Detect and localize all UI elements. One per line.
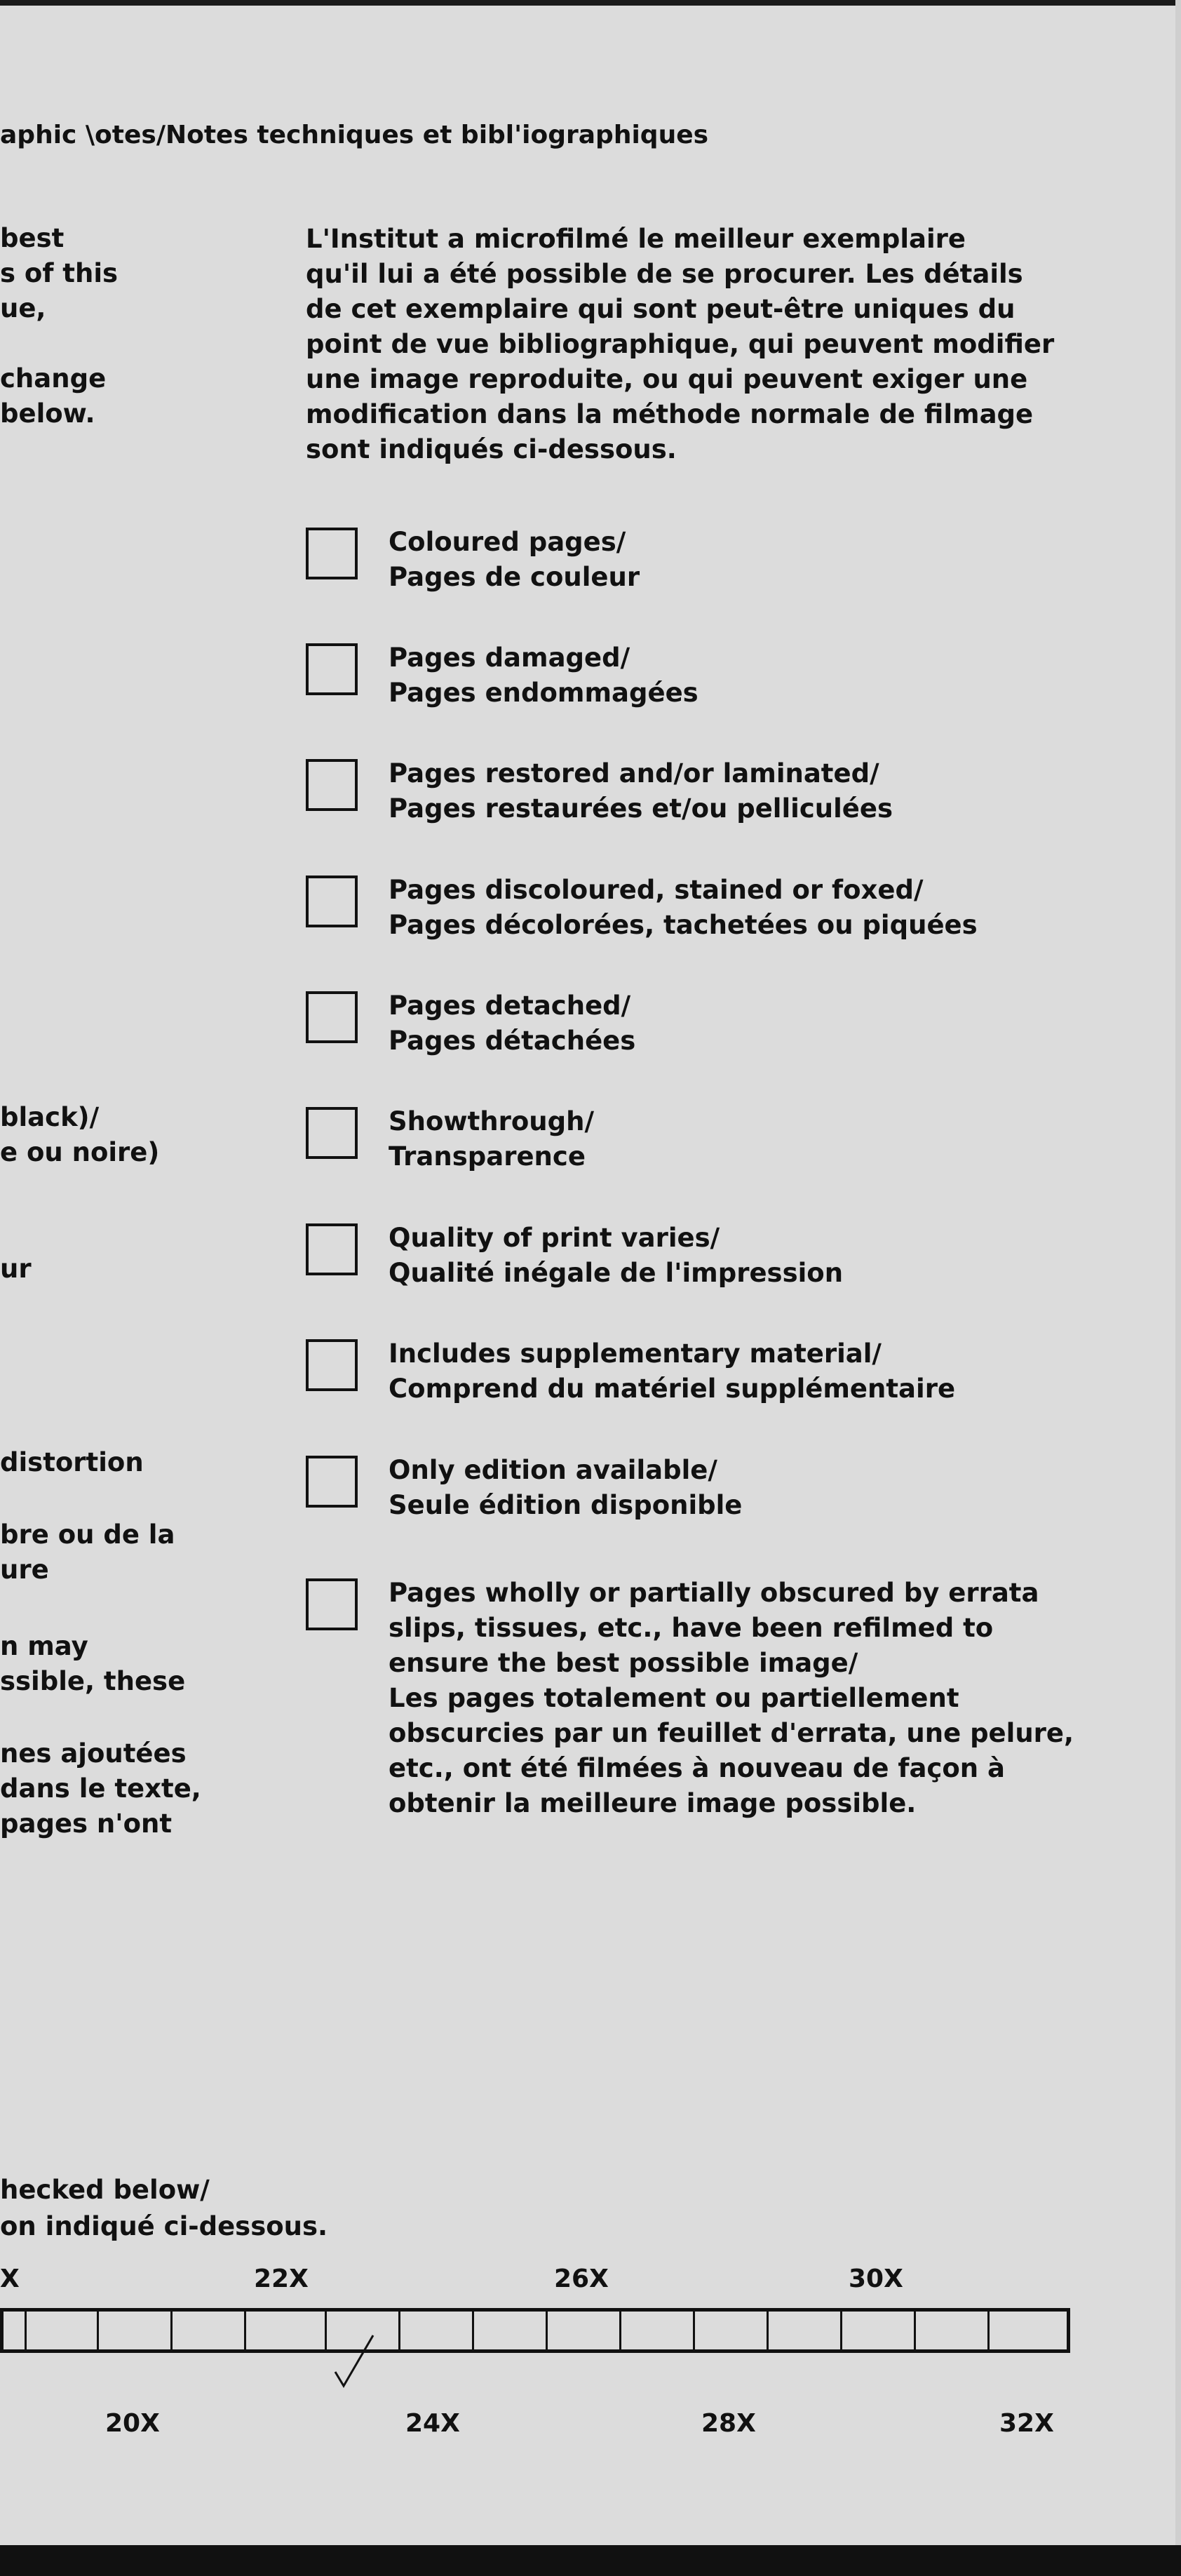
left-fragment: ur bbox=[0, 1254, 32, 1284]
left-fragment: s of this bbox=[0, 258, 119, 288]
item-label: Pages discoloured, stained or foxed/ bbox=[389, 875, 924, 905]
reduction-label-bottom: 28X bbox=[701, 2409, 756, 2438]
item-label: etc., ont été filmées à nouveau de façon à bbox=[389, 1753, 1005, 1783]
item-label: Only edition available/ bbox=[389, 1455, 717, 1485]
note-line: on indiqué ci-dessous. bbox=[0, 2211, 328, 2241]
intro-line: une image reproduite, ou qui peuvent exiger une bbox=[306, 364, 1028, 394]
intro-line: modification dans la méthode normale de filmage bbox=[306, 399, 1034, 429]
item-label: Pages wholly or partially obscured by errata bbox=[389, 1578, 1039, 1608]
intro-line: L'Institut a microfilmé le meilleur exemplaire bbox=[306, 224, 966, 254]
item-label: ensure the best possible image/ bbox=[389, 1648, 858, 1678]
item-label: Les pages totalement ou partiellement bbox=[389, 1683, 959, 1713]
checkbox[interactable] bbox=[306, 1578, 358, 1630]
checkbox[interactable] bbox=[306, 1223, 358, 1275]
checkbox[interactable] bbox=[306, 1339, 358, 1391]
reduction-label-bottom: 24X bbox=[405, 2409, 460, 2438]
ratio-cell bbox=[546, 2312, 548, 2349]
left-fragment: pages n'ont bbox=[0, 1809, 173, 1839]
item-label: Showthrough/ bbox=[389, 1106, 594, 1136]
checkbox[interactable] bbox=[306, 643, 358, 695]
left-fragment: bre ou de la bbox=[0, 1520, 175, 1550]
item-label: Seule édition disponible bbox=[389, 1490, 743, 1520]
checkbox[interactable] bbox=[306, 991, 358, 1043]
reduction-note bbox=[0, 2172, 328, 2245]
right-border bbox=[1175, 0, 1181, 2576]
ratio-cell bbox=[170, 2312, 173, 2349]
ratio-cell bbox=[25, 2312, 27, 2349]
intro-line: point de vue bibliographique, qui peuvent modifier bbox=[306, 329, 1055, 359]
item-label: obtenir la meilleure image possible. bbox=[389, 1788, 917, 1818]
left-fragment: dans le texte, bbox=[0, 1773, 201, 1804]
left-fragment: ssible, these bbox=[0, 1666, 186, 1696]
note-line: hecked below/ bbox=[0, 2175, 210, 2205]
left-fragment: ure bbox=[0, 1555, 49, 1585]
item-label: Pages de couleur bbox=[389, 562, 640, 592]
page-header: aphic \otes/Notes techniques et bibl'iographiques bbox=[0, 121, 709, 149]
item-label: obscurcies par un feuillet d'errata, une pelure, bbox=[389, 1718, 1074, 1748]
intro-paragraph bbox=[306, 222, 1147, 467]
reduction-label-bottom: 32X bbox=[999, 2409, 1054, 2438]
ratio-cell bbox=[398, 2312, 400, 2349]
ratio-cell bbox=[325, 2312, 327, 2349]
ratio-cell bbox=[767, 2312, 769, 2349]
intro-line: qu'il lui a été possible de se procurer. Les détails bbox=[306, 259, 1023, 289]
ratio-cell bbox=[840, 2312, 842, 2349]
item-label: Transparence bbox=[389, 1141, 586, 1172]
item-label: Includes supplementary material/ bbox=[389, 1339, 882, 1369]
intro-line: sont indiqués ci-dessous. bbox=[306, 434, 677, 464]
left-fragment: black)/ bbox=[0, 1102, 100, 1132]
reduction-label-top: 26X bbox=[554, 2265, 609, 2293]
intro-line: de cet exemplaire qui sont peut-être uniques du bbox=[306, 294, 1015, 324]
left-fragment: e ou noire) bbox=[0, 1137, 160, 1167]
item-label: Pages détachées bbox=[389, 1026, 636, 1056]
check-mark-icon bbox=[334, 2333, 376, 2389]
ratio-cell bbox=[97, 2312, 99, 2349]
ratio-cell bbox=[914, 2312, 916, 2349]
item-label: Coloured pages/ bbox=[389, 527, 626, 557]
left-fragment: ue, bbox=[0, 293, 46, 323]
left-fragment: distortion bbox=[0, 1447, 144, 1477]
item-label: Pages damaged/ bbox=[389, 643, 630, 673]
ratio-cell bbox=[472, 2312, 474, 2349]
checkbox[interactable] bbox=[306, 1456, 358, 1508]
bottom-border bbox=[0, 2545, 1181, 2576]
reduction-ratio-table bbox=[0, 2308, 1070, 2353]
item-label: Pages endommagées bbox=[389, 678, 699, 708]
left-fragment: below. bbox=[0, 398, 95, 429]
item-label: Pages restaurées et/ou pelliculées bbox=[389, 793, 893, 824]
item-label: Qualité inégale de l'impression bbox=[389, 1258, 844, 1288]
item-label: Pages detached/ bbox=[389, 991, 631, 1021]
item-label: Quality of print varies/ bbox=[389, 1223, 720, 1253]
checkbox[interactable] bbox=[306, 528, 358, 579]
ratio-cell bbox=[244, 2312, 246, 2349]
left-fragment: change bbox=[0, 363, 107, 394]
item-label: Comprend du matériel supplémentaire bbox=[389, 1374, 956, 1404]
item-label: Pages restored and/or laminated/ bbox=[389, 758, 879, 789]
ratio-cell bbox=[987, 2312, 990, 2349]
reduction-label-bottom: 20X bbox=[105, 2409, 160, 2438]
checkbox[interactable] bbox=[306, 876, 358, 927]
left-fragment: n may bbox=[0, 1631, 88, 1661]
top-border bbox=[0, 0, 1181, 6]
item-label: Pages décolorées, tachetées ou piquées bbox=[389, 910, 978, 940]
ratio-cell bbox=[693, 2312, 695, 2349]
left-fragment: nes ajoutées bbox=[0, 1738, 187, 1769]
checkbox[interactable] bbox=[306, 1107, 358, 1159]
checkbox[interactable] bbox=[306, 759, 358, 811]
reduction-label-top: 30X bbox=[849, 2265, 903, 2293]
left-fragment: best bbox=[0, 223, 65, 253]
ratio-cell bbox=[619, 2312, 621, 2349]
reduction-label-top: X bbox=[0, 2265, 20, 2293]
reduction-label-top: 22X bbox=[254, 2265, 309, 2293]
item-label: slips, tissues, etc., have been refilmed to bbox=[389, 1613, 994, 1643]
